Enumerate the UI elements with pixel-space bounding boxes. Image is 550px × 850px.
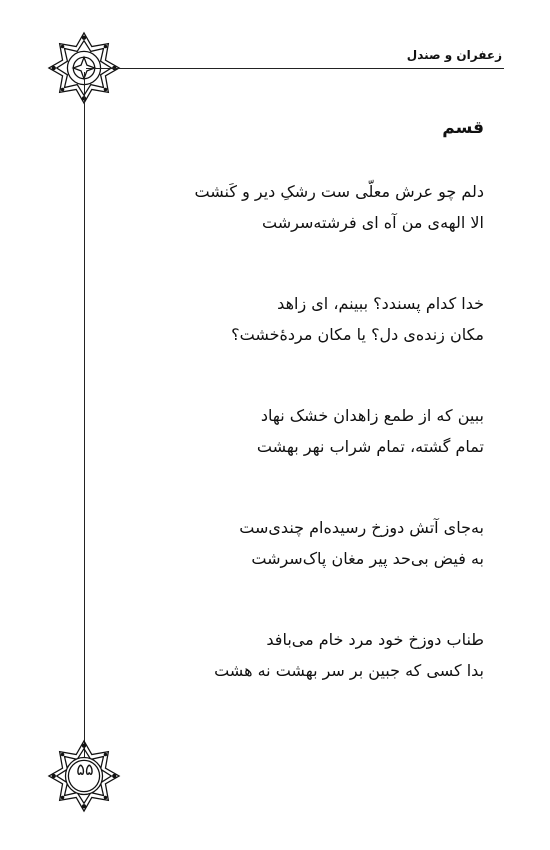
- running-head-title: زعفران و صندل: [406, 48, 502, 62]
- couplet: [104, 288, 484, 350]
- header-rule: [86, 68, 504, 69]
- verse-line: دلم چو عرش معلّی ست رشکِ دیر و کَنشت: [194, 182, 484, 201]
- verse-line: مکان زنده‌ی دل؟ یا مکان مردهٔ‌خشت؟: [231, 325, 484, 344]
- couplet: [104, 512, 484, 574]
- verse-line: به‌جای آتش دوزخ رسیده‌ام چندی‌ست: [239, 518, 484, 537]
- couplet: [104, 400, 484, 462]
- margin-rule: [84, 72, 85, 762]
- verse-line: طناب دوزخ خود مرد خام می‌بافد: [266, 630, 484, 649]
- page-number: ۵۵: [76, 760, 94, 779]
- verse-line: تمام گشته، تمام شراب نهر بهشت: [256, 437, 484, 456]
- verse-line: الا الهه‌ی من آه ای فرشته‌سرشت: [262, 213, 484, 232]
- couplet: [104, 176, 484, 238]
- poem-title: قسم: [442, 118, 484, 138]
- verse-line: ببین که از طمع زاهدان خشک نهاد: [260, 406, 484, 425]
- verse-line: خدا کدام پسندد؟ ببینم، ای زاهد: [277, 294, 484, 313]
- poem: [104, 118, 484, 736]
- verse-line: به فیض بی‌حد پیر مغان پاک‌سرشت: [251, 549, 484, 568]
- verse-line: بدا کسی که جبین بر سر بهشت نه هشت: [214, 661, 484, 680]
- couplet: [104, 624, 484, 686]
